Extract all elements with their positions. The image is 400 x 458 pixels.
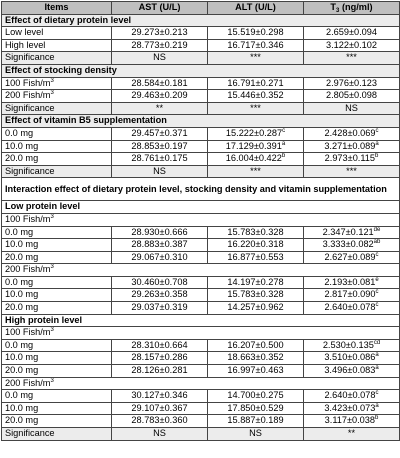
table-row (2, 127, 400, 140)
section-title: Effect of stocking density (2, 64, 400, 77)
table-row (2, 365, 400, 378)
letter-superscript: a (375, 402, 379, 409)
alt-value: 15.783±0.328 (208, 289, 304, 302)
t3-value: 3.122±0.102 (304, 39, 400, 52)
unit-superscript: 3 (50, 377, 54, 384)
row-label: 0.0 mg (2, 226, 112, 239)
group-row (2, 327, 400, 340)
letter-superscript: e (375, 276, 379, 283)
letter-superscript: b (375, 153, 379, 160)
t3-value: 2.659±0.094 (304, 27, 400, 40)
row-label: 10.0 mg (2, 352, 112, 365)
ast-value: 28.157±0.286 (112, 352, 208, 365)
table-row (2, 251, 400, 264)
row-label: 10.0 mg (2, 239, 112, 252)
row-label: 20.0 mg (2, 302, 112, 315)
row-label: Significance (2, 52, 112, 65)
header-items: Items (2, 2, 112, 15)
table-row (2, 339, 400, 352)
ast-value: 29.457±0.371 (112, 127, 208, 140)
row-label: 20.0 mg (2, 365, 112, 378)
ast-value: 28.126±0.281 (112, 365, 208, 378)
significance-row (2, 52, 400, 65)
ast-value: 28.883±0.387 (112, 239, 208, 252)
ast-value: 28.930±0.666 (112, 226, 208, 239)
section-row (2, 115, 400, 128)
alt-value: 14.700±0.275 (208, 390, 304, 403)
results-table-document (1, 1, 399, 441)
ast-value: 28.773±0.219 (112, 39, 208, 52)
t3-value: 2.640±0.078$^c$ (304, 390, 400, 403)
group-label: 200 Fish/$m^3$ (2, 264, 400, 277)
note-title: Interaction effect of dietary protein level, stocking density and vitamin supplementation (2, 178, 400, 201)
ast-value: 29.067±0.310 (112, 251, 208, 264)
section-row (2, 64, 400, 77)
ast-value: 28.584±0.181 (112, 77, 208, 90)
alt-value: *** (208, 102, 304, 115)
note-row (2, 178, 400, 201)
header-alt: ALT (U/L) (208, 2, 304, 15)
ast-value: 28.853±0.197 (112, 140, 208, 153)
section-title: Effect of vitamin B5 supplementation (2, 115, 400, 128)
group-row (2, 264, 400, 277)
alt-value: *** (208, 165, 304, 178)
row-label: Significance (2, 165, 112, 178)
ast-value: 28.783±0.360 (112, 415, 208, 428)
subsection-title: Low protein level (2, 201, 400, 214)
group-row (2, 213, 400, 226)
group-row (2, 377, 400, 390)
subsection-row (2, 314, 400, 327)
t3-value: 2.817±0.090$^c$ (304, 289, 400, 302)
alt-value: 16.004±0.422$^b$ (208, 153, 304, 166)
ast-value: 29.463±0.209 (112, 90, 208, 103)
subsection-title: High protein level (2, 314, 400, 327)
table-row (2, 415, 400, 428)
letter-superscript: cd (373, 339, 381, 346)
table-row (2, 77, 400, 90)
t3-value: 3.496±0.083$^a$ (304, 365, 400, 378)
alt-value: 16.717±0.346 (208, 39, 304, 52)
row-label: 20.0 mg (2, 251, 112, 264)
ast-value: 29.263±0.358 (112, 289, 208, 302)
table-row (2, 27, 400, 40)
table-row (2, 39, 400, 52)
t3-value: 2.640±0.078$^c$ (304, 302, 400, 315)
alt-value: 17.129±0.391$^a$ (208, 140, 304, 153)
t3-value: 3.271±0.089$^a$ (304, 140, 400, 153)
letter-superscript: b (375, 415, 379, 422)
table-row (2, 276, 400, 289)
row-label: High level (2, 39, 112, 52)
ast-value: 29.037±0.319 (112, 302, 208, 315)
letter-superscript: c (375, 127, 379, 134)
row-label: Low level (2, 27, 112, 40)
row-label: 20.0 mg (2, 153, 112, 166)
row-label: 200 Fish/$m^3$ (2, 90, 112, 103)
alt-value: 15.887±0.189 (208, 415, 304, 428)
section-title: Effect of dietary protein level (2, 14, 400, 27)
letter-superscript: a (281, 140, 286, 147)
t3-value: 2.973±0.115$^b$ (304, 153, 400, 166)
subsection-row (2, 201, 400, 214)
row-label: 10.0 mg (2, 140, 112, 153)
table-row (2, 153, 400, 166)
table-row (2, 302, 400, 315)
significance-row (2, 165, 400, 178)
letter-superscript: ab (373, 239, 381, 246)
letter-superscript: c (375, 289, 379, 296)
row-label: 0.0 mg (2, 127, 112, 140)
letter-superscript: b (281, 153, 286, 160)
t3-value: 3.423±0.073$^a$ (304, 402, 400, 415)
letter-superscript: a (375, 140, 379, 147)
letter-superscript: c (375, 390, 379, 397)
significance-row (2, 428, 400, 441)
t3-value: 3.510±0.086$^a$ (304, 352, 400, 365)
table-row (2, 352, 400, 365)
t3-value: *** (304, 165, 400, 178)
section-row (2, 14, 400, 27)
t3-value: 2.976±0.123 (304, 77, 400, 90)
ast-value: 30.460±0.708 (112, 276, 208, 289)
table-row (2, 140, 400, 153)
alt-value: 16.997±0.463 (208, 365, 304, 378)
header-row (2, 2, 400, 15)
ast-value: 29.273±0.213 (112, 27, 208, 40)
row-label: 10.0 mg (2, 289, 112, 302)
t3-value: 2.530±0.135$^{cd}$ (304, 339, 400, 352)
t3-value: 2.428±0.069$^c$ (304, 127, 400, 140)
alt-value: 16.220±0.318 (208, 239, 304, 252)
alt-value: *** (208, 52, 304, 65)
row-label: 10.0 mg (2, 402, 112, 415)
unit-superscript: 3 (50, 213, 54, 220)
header-t3: $T_3$ (ng/ml) (304, 2, 400, 15)
letter-superscript: a (375, 352, 379, 359)
letter-superscript: a (375, 365, 379, 372)
t3-value: ** (304, 428, 400, 441)
unit-superscript: 3 (50, 90, 54, 97)
row-label: Significance (2, 102, 112, 115)
t3-value: 3.117±0.038$^b$ (304, 415, 400, 428)
alt-value: 14.197±0.278 (208, 276, 304, 289)
group-label: 100 Fish/$m^3$ (2, 327, 400, 340)
letter-superscript: c (375, 251, 379, 258)
row-label: 100 Fish/$m^3$ (2, 77, 112, 90)
row-label: 20.0 mg (2, 415, 112, 428)
table-row (2, 402, 400, 415)
ast-value: NS (112, 428, 208, 441)
ast-value: 29.107±0.367 (112, 402, 208, 415)
alt-value: 16.877±0.553 (208, 251, 304, 264)
ast-value: NS (112, 52, 208, 65)
ast-value: NS (112, 165, 208, 178)
alt-value: 17.850±0.529 (208, 402, 304, 415)
ast-value: 28.761±0.175 (112, 153, 208, 166)
significance-row (2, 102, 400, 115)
row-label: 0.0 mg (2, 339, 112, 352)
alt-value: NS (208, 428, 304, 441)
table-row (2, 90, 400, 103)
group-label: 100 Fish/$m^3$ (2, 213, 400, 226)
table-row (2, 239, 400, 252)
t3-value: *** (304, 52, 400, 65)
alt-value: 15.222±0.287$^c$ (208, 127, 304, 140)
t3-value: NS (304, 102, 400, 115)
unit-superscript: 3 (50, 327, 54, 334)
unit-superscript: 3 (50, 77, 54, 84)
t3-value: 3.333±0.082$^{ab}$ (304, 239, 400, 252)
alt-value: 15.783±0.328 (208, 226, 304, 239)
alt-value: 16.207±0.500 (208, 339, 304, 352)
table-row (2, 390, 400, 403)
unit-superscript: 3 (50, 264, 54, 271)
letter-superscript: c (282, 127, 286, 134)
letter-superscript: c (375, 302, 379, 309)
row-label: Significance (2, 428, 112, 441)
results-table (1, 1, 400, 441)
row-label: 0.0 mg (2, 390, 112, 403)
letter-superscript: de (373, 226, 381, 233)
table-row (2, 289, 400, 302)
table-row (2, 226, 400, 239)
alt-value: 15.446±0.352 (208, 90, 304, 103)
t3-value: 2.805±0.098 (304, 90, 400, 103)
alt-value: 18.663±0.352 (208, 352, 304, 365)
alt-value: 15.519±0.298 (208, 27, 304, 40)
ast-value: 30.127±0.346 (112, 390, 208, 403)
header-ast: AST (U/L) (112, 2, 208, 15)
group-label: 200 Fish/$m^3$ (2, 377, 400, 390)
row-label: 0.0 mg (2, 276, 112, 289)
t3-value: 2.193±0.081$^e$ (304, 276, 400, 289)
alt-value: 16.791±0.271 (208, 77, 304, 90)
t3-value: 2.347±0.121de (304, 226, 400, 239)
ast-value: 28.310±0.664 (112, 339, 208, 352)
alt-value: 14.257±0.962 (208, 302, 304, 315)
t3-value: 2.627±0.089$^c$ (304, 251, 400, 264)
ast-value: ** (112, 102, 208, 115)
